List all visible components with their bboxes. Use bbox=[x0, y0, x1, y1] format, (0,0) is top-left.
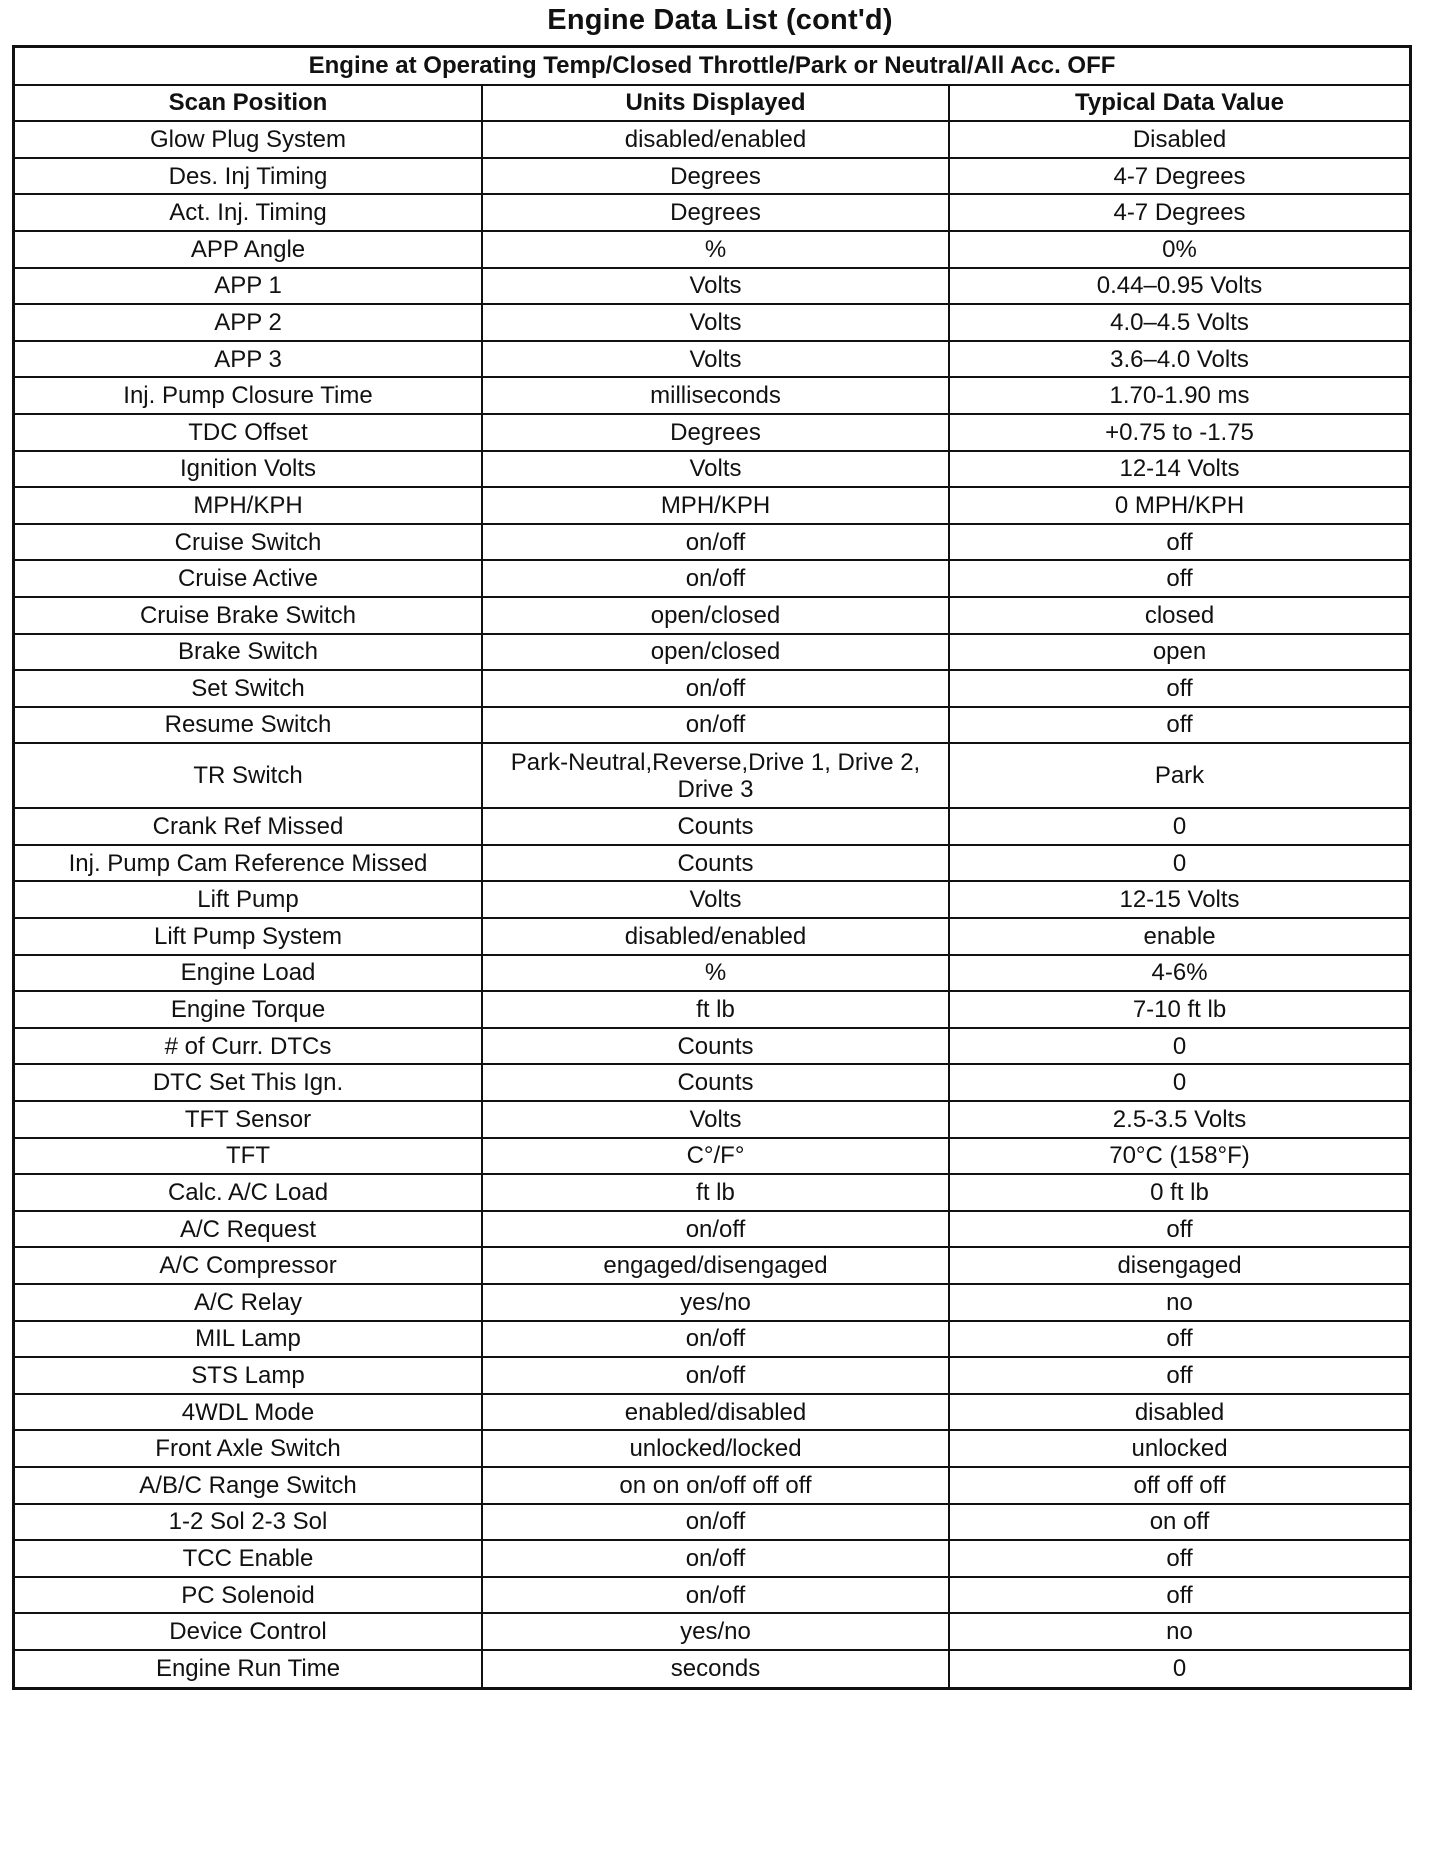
typical-data-value-cell: 3.6–4.0 Volts bbox=[949, 341, 1409, 378]
typical-data-value-cell: 4-7 Degrees bbox=[949, 194, 1409, 231]
scan-position-cell: APP 1 bbox=[15, 268, 482, 305]
units-displayed-cell: disabled/enabled bbox=[482, 918, 949, 955]
table-row bbox=[15, 377, 1409, 414]
units-displayed-cell: engaged/disengaged bbox=[482, 1247, 949, 1284]
table-row bbox=[15, 955, 1409, 992]
typical-data-value-cell: off bbox=[949, 524, 1409, 561]
typical-data-value-cell: off bbox=[949, 1211, 1409, 1248]
typical-data-value-cell: off bbox=[949, 707, 1409, 744]
table-row bbox=[15, 158, 1409, 195]
scan-position-cell: A/C Compressor bbox=[15, 1247, 482, 1284]
scan-position-cell: Act. Inj. Timing bbox=[15, 194, 482, 231]
typical-data-value-cell: Park bbox=[949, 743, 1409, 808]
typical-data-value-cell: off bbox=[949, 1321, 1409, 1358]
units-displayed-cell: Park-Neutral,Reverse,Drive 1, Drive 2, Drive 3 bbox=[482, 743, 949, 808]
table-row bbox=[15, 524, 1409, 561]
typical-data-value-cell: no bbox=[949, 1613, 1409, 1650]
typical-data-value-cell: 0 bbox=[949, 1650, 1409, 1687]
typical-data-value-cell: off bbox=[949, 1540, 1409, 1577]
table-row bbox=[15, 1064, 1409, 1101]
units-displayed-cell: Counts bbox=[482, 1064, 949, 1101]
units-displayed-cell: Volts bbox=[482, 341, 949, 378]
typical-data-value-cell: 0 MPH/KPH bbox=[949, 487, 1409, 524]
table-row bbox=[15, 487, 1409, 524]
units-displayed-cell: Volts bbox=[482, 881, 949, 918]
scan-position-cell: Engine Run Time bbox=[15, 1650, 482, 1687]
typical-data-value-cell: closed bbox=[949, 597, 1409, 634]
scan-position-cell: Inj. Pump Closure Time bbox=[15, 377, 482, 414]
scan-position-cell: # of Curr. DTCs bbox=[15, 1028, 482, 1065]
scan-position-cell: Calc. A/C Load bbox=[15, 1174, 482, 1211]
table-row bbox=[15, 1211, 1409, 1248]
scan-position-cell: STS Lamp bbox=[15, 1357, 482, 1394]
scan-position-cell: Set Switch bbox=[15, 670, 482, 707]
units-displayed-cell: C°/F° bbox=[482, 1138, 949, 1175]
typical-data-value-cell: disabled bbox=[949, 1394, 1409, 1431]
table-row bbox=[15, 808, 1409, 845]
table-row bbox=[15, 560, 1409, 597]
table-row bbox=[15, 1430, 1409, 1467]
scan-position-cell: Crank Ref Missed bbox=[15, 808, 482, 845]
typical-data-value-cell: 0 bbox=[949, 845, 1409, 882]
units-displayed-cell: on/off bbox=[482, 1357, 949, 1394]
table-row bbox=[15, 1028, 1409, 1065]
typical-data-value-cell: on off bbox=[949, 1504, 1409, 1541]
scan-position-cell: Engine Torque bbox=[15, 991, 482, 1028]
scan-position-cell: MIL Lamp bbox=[15, 1321, 482, 1358]
scan-position-cell: APP 2 bbox=[15, 304, 482, 341]
table-row bbox=[15, 597, 1409, 634]
scan-position-cell: PC Solenoid bbox=[15, 1577, 482, 1614]
table-row bbox=[15, 1394, 1409, 1431]
units-displayed-cell: on/off bbox=[482, 1211, 949, 1248]
units-displayed-cell: on/off bbox=[482, 1321, 949, 1358]
units-displayed-cell: Volts bbox=[482, 1101, 949, 1138]
table-row bbox=[15, 1467, 1409, 1504]
units-displayed-cell: on/off bbox=[482, 670, 949, 707]
table-row bbox=[15, 194, 1409, 231]
table-row bbox=[15, 634, 1409, 671]
units-displayed-cell: Degrees bbox=[482, 158, 949, 195]
column-header-scan-position: Scan Position bbox=[15, 85, 482, 122]
typical-data-value-cell: 0% bbox=[949, 231, 1409, 268]
units-displayed-cell: Counts bbox=[482, 845, 949, 882]
scan-position-cell: 1-2 Sol 2-3 Sol bbox=[15, 1504, 482, 1541]
scan-position-cell: Cruise Switch bbox=[15, 524, 482, 561]
table-row bbox=[15, 304, 1409, 341]
units-displayed-cell: yes/no bbox=[482, 1284, 949, 1321]
scan-position-cell: TR Switch bbox=[15, 743, 482, 808]
scan-position-cell: Lift Pump System bbox=[15, 918, 482, 955]
scan-position-cell: Engine Load bbox=[15, 955, 482, 992]
typical-data-value-cell: +0.75 to -1.75 bbox=[949, 414, 1409, 451]
table-row bbox=[15, 1284, 1409, 1321]
table-row bbox=[15, 1321, 1409, 1358]
typical-data-value-cell: 12-14 Volts bbox=[949, 451, 1409, 488]
units-displayed-cell: on/off bbox=[482, 1540, 949, 1577]
typical-data-value-cell: 7-10 ft lb bbox=[949, 991, 1409, 1028]
typical-data-value-cell: off bbox=[949, 560, 1409, 597]
typical-data-value-cell: off bbox=[949, 1577, 1409, 1614]
units-displayed-cell: % bbox=[482, 955, 949, 992]
scan-position-cell: APP Angle bbox=[15, 231, 482, 268]
scan-position-cell: DTC Set This Ign. bbox=[15, 1064, 482, 1101]
units-displayed-cell: Volts bbox=[482, 268, 949, 305]
table-row bbox=[15, 414, 1409, 451]
table-row bbox=[15, 1247, 1409, 1284]
units-displayed-cell: enabled/disabled bbox=[482, 1394, 949, 1431]
table-row bbox=[15, 1101, 1409, 1138]
units-displayed-cell: open/closed bbox=[482, 634, 949, 671]
scan-position-cell: TDC Offset bbox=[15, 414, 482, 451]
typical-data-value-cell: off bbox=[949, 1357, 1409, 1394]
table-body bbox=[15, 121, 1409, 1686]
scan-position-cell: APP 3 bbox=[15, 341, 482, 378]
scan-position-cell: Glow Plug System bbox=[15, 121, 482, 158]
column-header-typical-data-value: Typical Data Value bbox=[949, 85, 1409, 122]
table-row bbox=[15, 121, 1409, 158]
typical-data-value-cell: 0 bbox=[949, 808, 1409, 845]
typical-data-value-cell: 0 bbox=[949, 1028, 1409, 1065]
typical-data-value-cell: 0.44–0.95 Volts bbox=[949, 268, 1409, 305]
scan-position-cell: TFT Sensor bbox=[15, 1101, 482, 1138]
units-displayed-cell: Volts bbox=[482, 304, 949, 341]
typical-data-value-cell: disengaged bbox=[949, 1247, 1409, 1284]
typical-data-value-cell: enable bbox=[949, 918, 1409, 955]
scan-position-cell: Ignition Volts bbox=[15, 451, 482, 488]
typical-data-value-cell: 0 bbox=[949, 1064, 1409, 1101]
scan-position-cell: TCC Enable bbox=[15, 1540, 482, 1577]
units-displayed-cell: unlocked/locked bbox=[482, 1430, 949, 1467]
units-displayed-cell: MPH/KPH bbox=[482, 487, 949, 524]
scan-position-cell: Cruise Brake Switch bbox=[15, 597, 482, 634]
table-row bbox=[15, 881, 1409, 918]
units-displayed-cell: seconds bbox=[482, 1650, 949, 1687]
typical-data-value-cell: 4.0–4.5 Volts bbox=[949, 304, 1409, 341]
units-displayed-cell: on/off bbox=[482, 560, 949, 597]
table-row bbox=[15, 1357, 1409, 1394]
scan-position-cell: A/C Relay bbox=[15, 1284, 482, 1321]
table-row bbox=[15, 1540, 1409, 1577]
condition-header: Engine at Operating Temp/Closed Throttle/Park or Neutral/All Acc. OFF bbox=[15, 48, 1409, 85]
table-row bbox=[15, 918, 1409, 955]
units-displayed-cell: Degrees bbox=[482, 414, 949, 451]
units-displayed-cell: % bbox=[482, 231, 949, 268]
units-displayed-cell: milliseconds bbox=[482, 377, 949, 414]
page-title: Engine Data List (cont'd) bbox=[547, 4, 893, 36]
typical-data-value-cell: off off off bbox=[949, 1467, 1409, 1504]
units-displayed-cell: on/off bbox=[482, 1504, 949, 1541]
scan-position-cell: Front Axle Switch bbox=[15, 1430, 482, 1467]
scan-position-cell: Des. Inj Timing bbox=[15, 158, 482, 195]
units-displayed-cell: ft lb bbox=[482, 991, 949, 1028]
table-row bbox=[15, 1650, 1409, 1687]
table-row bbox=[15, 1504, 1409, 1541]
scan-position-cell: 4WDL Mode bbox=[15, 1394, 482, 1431]
units-displayed-cell: open/closed bbox=[482, 597, 949, 634]
table-row bbox=[15, 1577, 1409, 1614]
scan-position-cell: Brake Switch bbox=[15, 634, 482, 671]
typical-data-value-cell: 70°C (158°F) bbox=[949, 1138, 1409, 1175]
units-displayed-cell: disabled/enabled bbox=[482, 121, 949, 158]
typical-data-value-cell: 2.5-3.5 Volts bbox=[949, 1101, 1409, 1138]
scan-position-cell: TFT bbox=[15, 1138, 482, 1175]
units-displayed-cell: on/off bbox=[482, 707, 949, 744]
scan-position-cell: Inj. Pump Cam Reference Missed bbox=[15, 845, 482, 882]
typical-data-value-cell: 1.70-1.90 ms bbox=[949, 377, 1409, 414]
scan-position-cell: MPH/KPH bbox=[15, 487, 482, 524]
table-row bbox=[15, 707, 1409, 744]
units-displayed-cell: yes/no bbox=[482, 1613, 949, 1650]
table-row bbox=[15, 670, 1409, 707]
table-row bbox=[15, 268, 1409, 305]
table-row bbox=[15, 341, 1409, 378]
typical-data-value-cell: open bbox=[949, 634, 1409, 671]
units-displayed-cell: on/off bbox=[482, 1577, 949, 1614]
typical-data-value-cell: Disabled bbox=[949, 121, 1409, 158]
typical-data-value-cell: off bbox=[949, 670, 1409, 707]
table-row bbox=[15, 1174, 1409, 1211]
table-row bbox=[15, 1613, 1409, 1650]
scan-position-cell: Resume Switch bbox=[15, 707, 482, 744]
scan-position-cell: Device Control bbox=[15, 1613, 482, 1650]
units-displayed-cell: Counts bbox=[482, 808, 949, 845]
typical-data-value-cell: 0 ft lb bbox=[949, 1174, 1409, 1211]
scan-position-cell: Lift Pump bbox=[15, 881, 482, 918]
table-row bbox=[15, 845, 1409, 882]
scan-position-cell: A/B/C Range Switch bbox=[15, 1467, 482, 1504]
typical-data-value-cell: unlocked bbox=[949, 1430, 1409, 1467]
units-displayed-cell: Counts bbox=[482, 1028, 949, 1065]
column-header-row bbox=[15, 85, 1409, 122]
units-displayed-cell: on on on/off off off bbox=[482, 1467, 949, 1504]
table-row bbox=[15, 1138, 1409, 1175]
typical-data-value-cell: 4-7 Degrees bbox=[949, 158, 1409, 195]
typical-data-value-cell: 4-6% bbox=[949, 955, 1409, 992]
units-displayed-cell: Volts bbox=[482, 451, 949, 488]
typical-data-value-cell: no bbox=[949, 1284, 1409, 1321]
scan-position-cell: Cruise Active bbox=[15, 560, 482, 597]
units-displayed-cell: Degrees bbox=[482, 194, 949, 231]
condition-row bbox=[15, 48, 1409, 85]
column-header-units-displayed: Units Displayed bbox=[482, 85, 949, 122]
scan-position-cell: A/C Request bbox=[15, 1211, 482, 1248]
units-displayed-cell: ft lb bbox=[482, 1174, 949, 1211]
table-row bbox=[15, 743, 1409, 808]
units-displayed-cell: on/off bbox=[482, 524, 949, 561]
table-row bbox=[15, 231, 1409, 268]
engine-data-table bbox=[12, 45, 1412, 1690]
table-row bbox=[15, 991, 1409, 1028]
typical-data-value-cell: 12-15 Volts bbox=[949, 881, 1409, 918]
table-row bbox=[15, 451, 1409, 488]
